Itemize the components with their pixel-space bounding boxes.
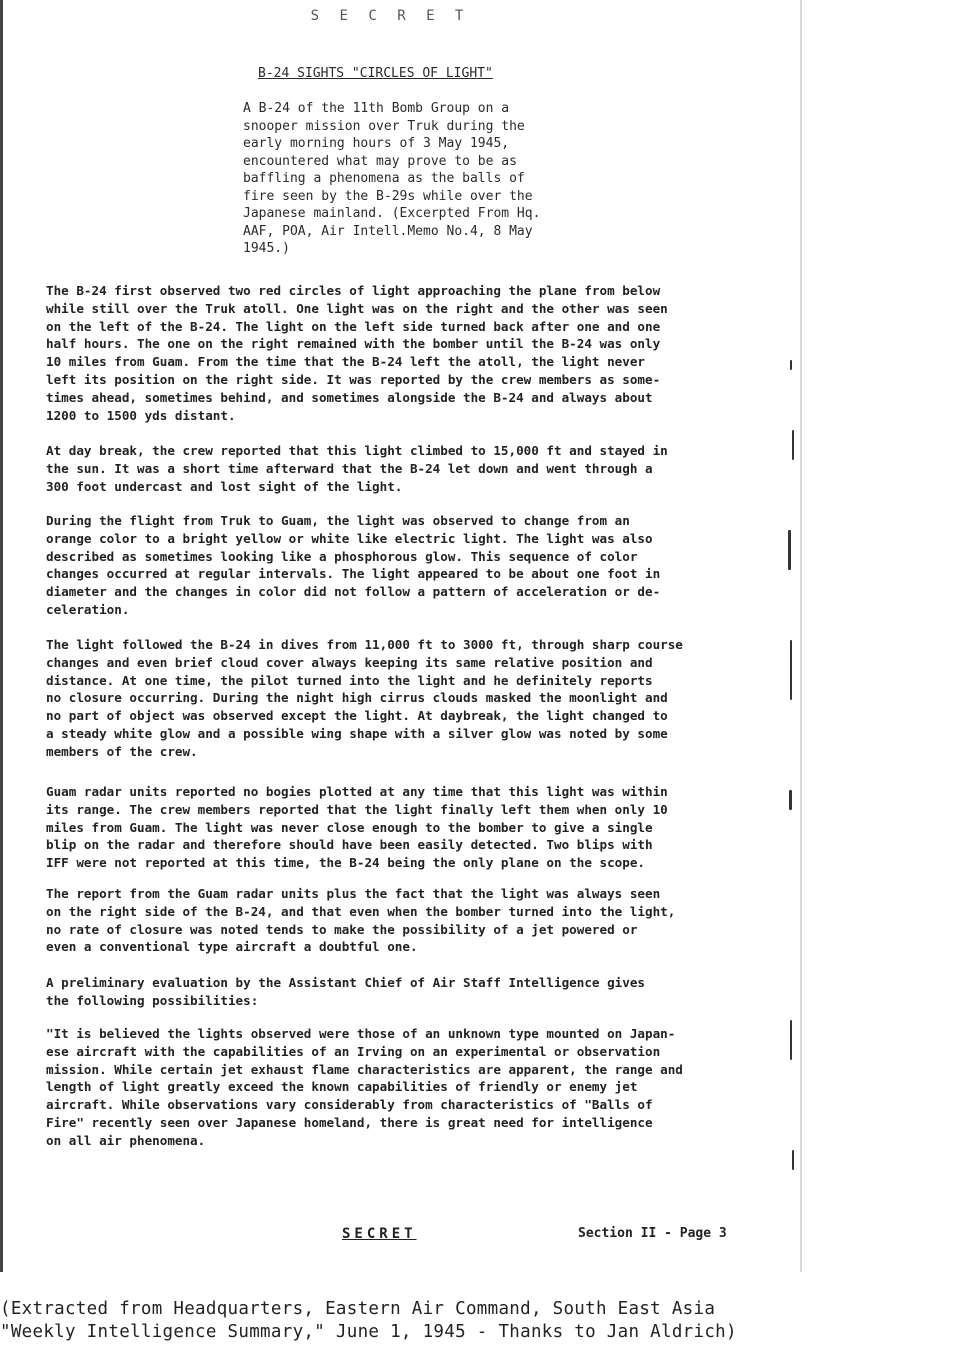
scan-mark xyxy=(789,790,792,810)
scan-mark xyxy=(788,530,791,570)
document-title: B-24 SIGHTS "CIRCLES OF LIGHT" xyxy=(258,66,493,81)
paragraph-1: The B-24 first observed two red circles of light approaching the plane from below while still over the Truk atoll. One light was on the right and the other was seen on the left of the B-24. The light on the left side turned back after one and one half hours. The one on the right remained with the bomber until the B-24 was only 10 miles from Guam. From the time that the B-24 left the atoll, the light never left its position on the right side. It was reported by the crew members as some- times ahead, sometimes behind, and sometimes alongside the B-24 and always about 1200 to 1500 yds distant. xyxy=(46,283,668,423)
paragraph-5: Guam radar units reported no bogies plotted at any time that this light was within its range. The crew members reported that the light finally left them when only 10 miles from Guam. The light was never close enough to the bomber to give a single blip on the radar and therefore should have been easily detected. Two blips with IFF were not reported at this time, the B-24 being the only plane on the scope. xyxy=(46,784,668,871)
header-classification: S E C R E T xyxy=(310,8,470,24)
intro-summary: A B-24 of the 11th Bomb Group on a snooper mission over Truk during the early morning hours of 3 May 1945, encountered what may prove to be as baffling a phenomena as the balls of fire seen by the B-29s while over the Japanese mainland. (Excerpted From Hq. AAF, POA, Air Intell.Memo No.4, 8 May 1945.) xyxy=(243,101,541,256)
paragraph-8: "It is believed the lights observed were those of an unknown type mounted on Japan- ese aircraft with the capabilities of an Irving on an experimental or observation mission. While certain jet exhaust flame characteristics are apparent, the range and length of light greatly exceed the known capabilities of friendly or enemy jet aircraft. While observations vary considerably from characteristics of "Balls of Fire" recently seen over Japanese homeland, there is great need for intelligence on all air phenomena. xyxy=(46,1026,683,1148)
paragraph-6: The report from the Guam radar units plus the fact that the light was always seen on the right side of the B-24, and that even when the bomber turned into the light, no rate of closure was noted tends to make the possibility of a jet powered or even a conventional type aircraft a doubtful one. xyxy=(46,886,676,955)
page-edge xyxy=(0,0,3,1272)
scan-mark xyxy=(790,1020,792,1060)
source-caption: (Extracted from Headquarters, Eastern Air Command, South East Asia "Weekly Intelligence Summary," June 1, 1945 - Thanks to Jan Aldrich) xyxy=(0,1299,737,1342)
paragraph-2: At day break, the crew reported that this light climbed to 15,000 ft and stayed in the sun. It was a short time afterward that the B-24 let down and went through a 300 foot undercast and lost sight of the light. xyxy=(46,443,668,494)
scan-mark xyxy=(792,1150,794,1170)
paragraph-4: The light followed the B-24 in dives from 11,000 ft to 3000 ft, through sharp course changes and even brief cloud cover always keeping its same relative position and distance. At one time, the pilot turned into the light and he definitely reports no closure occurring. During the night high cirrus clouds masked the moonlight and no part of object was observed except the light. At daybreak, the light changed to a steady white glow and a possible wing shape with a silver glow was noted by some members of the crew. xyxy=(46,637,683,759)
footer-classification: SECRET xyxy=(342,1226,417,1242)
footer-page-number: Section II - Page 3 xyxy=(578,1226,727,1241)
scan-mark xyxy=(790,360,792,370)
scan-mark xyxy=(790,640,792,700)
scan-mark xyxy=(792,430,794,460)
paragraph-3: During the flight from Truk to Guam, the light was observed to change from an orange color to a bright yellow or white like electric light. The light was also described as sometimes looking like a phosphorous glow. This sequence of color changes occurred at regular intervals. The light appeared to be about one foot in diameter and the changes in color did not follow a pattern of acceleration or de- celeration. xyxy=(46,513,661,617)
paragraph-7: A preliminary evaluation by the Assistant Chief of Air Staff Intelligence gives the following possibilities: xyxy=(46,975,645,1008)
